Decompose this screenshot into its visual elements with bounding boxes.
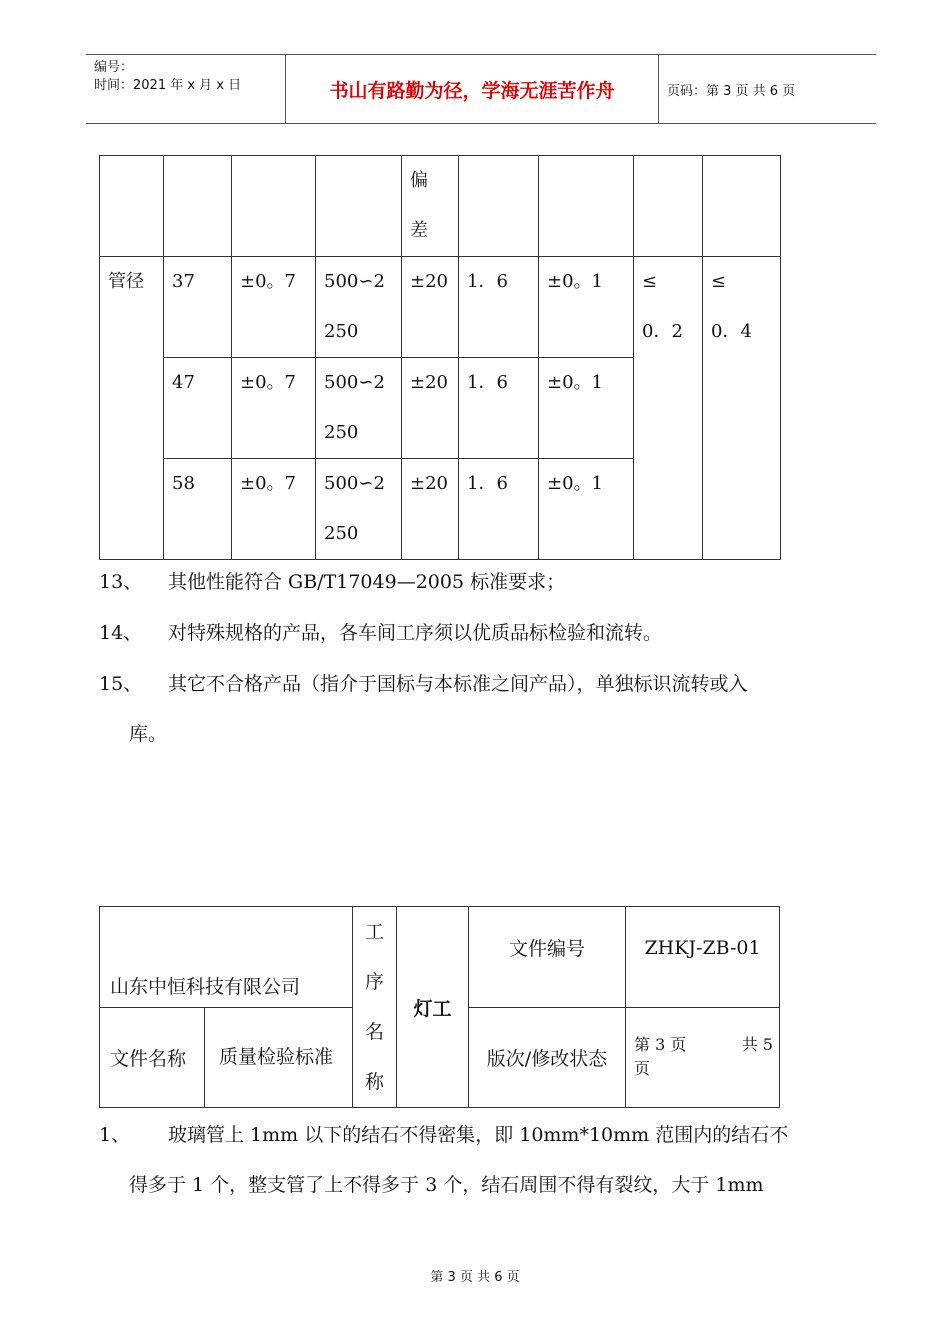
company-name: 山东中恒科技有限公司 [100, 907, 353, 1008]
deviation-header: 偏差 [402, 156, 459, 257]
page-header [86, 54, 876, 124]
item-text: 玻璃管上 1mm 以下的结石不得密集，即 10mm*10mm 范围内的结石不 [168, 1124, 789, 1146]
version-label: 版次/修改状态 [469, 1007, 626, 1108]
cell: ±0。1 [539, 257, 634, 358]
cell: 37 [164, 257, 232, 358]
item-number: 14、 [99, 622, 143, 644]
col7-cell: ≤ 0．2 [634, 257, 703, 560]
item-15-continuation: 库。 [129, 723, 168, 745]
table-row [100, 907, 780, 1008]
item-number: 1、 [99, 1124, 131, 1146]
number-label: 编号： [94, 60, 134, 75]
cell: ±0。7 [232, 257, 316, 358]
cell: 1．6 [459, 459, 539, 560]
page-a: 第 3 页 [634, 1035, 687, 1055]
motto: 书山有路勤为径，学海无涯苦作舟 [286, 55, 659, 123]
category-cell: 管径 [100, 257, 164, 560]
cell: ±0。1 [539, 459, 634, 560]
header-meta [86, 55, 286, 123]
document-info-table [99, 906, 780, 1108]
cell: 500∽2250 [316, 257, 402, 358]
cell: ±20 [402, 459, 459, 560]
header-page-info: 页码：第 3 页 共 6 页 [667, 83, 796, 99]
cell: 1．6 [459, 358, 539, 459]
cell: 47 [164, 358, 232, 459]
col8-cell: ≤ 0．4 [703, 257, 781, 560]
doc-no-label: 文件编号 [469, 907, 626, 1008]
item-text: 其他性能符合 GB/T17049—2005 标准要求； [168, 571, 566, 593]
process-label: 工序名称 [353, 907, 397, 1108]
item-1-continuation: 得多于 1 个，整支管了上不得多于 3 个，结石周围不得有裂纹，大于 1mm [129, 1174, 764, 1196]
cell: ±0。7 [232, 358, 316, 459]
file-name-label: 文件名称 [100, 1007, 205, 1108]
page-status [626, 1007, 780, 1108]
cell: ±20 [402, 257, 459, 358]
table-row [100, 156, 781, 257]
spec-table [99, 155, 781, 560]
cell: ±0。7 [232, 459, 316, 560]
item-number: 15、 [99, 673, 143, 695]
cell: ±0。1 [539, 358, 634, 459]
page-b: 共 5 [741, 1035, 773, 1055]
file-name-value: 质量检验标准 [205, 1007, 353, 1108]
cell: 500∽2250 [316, 358, 402, 459]
cell: 58 [164, 459, 232, 560]
process-value: 灯工 [397, 907, 469, 1108]
table-row [100, 257, 781, 358]
item-text: 对特殊规格的产品，各车间工序须以优质品标检验和流转。 [168, 622, 663, 644]
doc-no-value: ZHKJ-ZB-01 [626, 907, 780, 1008]
time-label: 时间：2021 年 x 月 x 日 [94, 78, 242, 93]
page-footer: 第 3 页 共 6 页 [430, 1270, 520, 1285]
cell: 500∽2250 [316, 459, 402, 560]
cell: 1．6 [459, 257, 539, 358]
item-text: 其它不合格产品（指介于国标与本标准之间产品），单独标识流转或入 [168, 673, 748, 695]
cell: ±20 [402, 358, 459, 459]
page-c: 页 [634, 1059, 651, 1079]
item-number: 13、 [99, 571, 143, 593]
